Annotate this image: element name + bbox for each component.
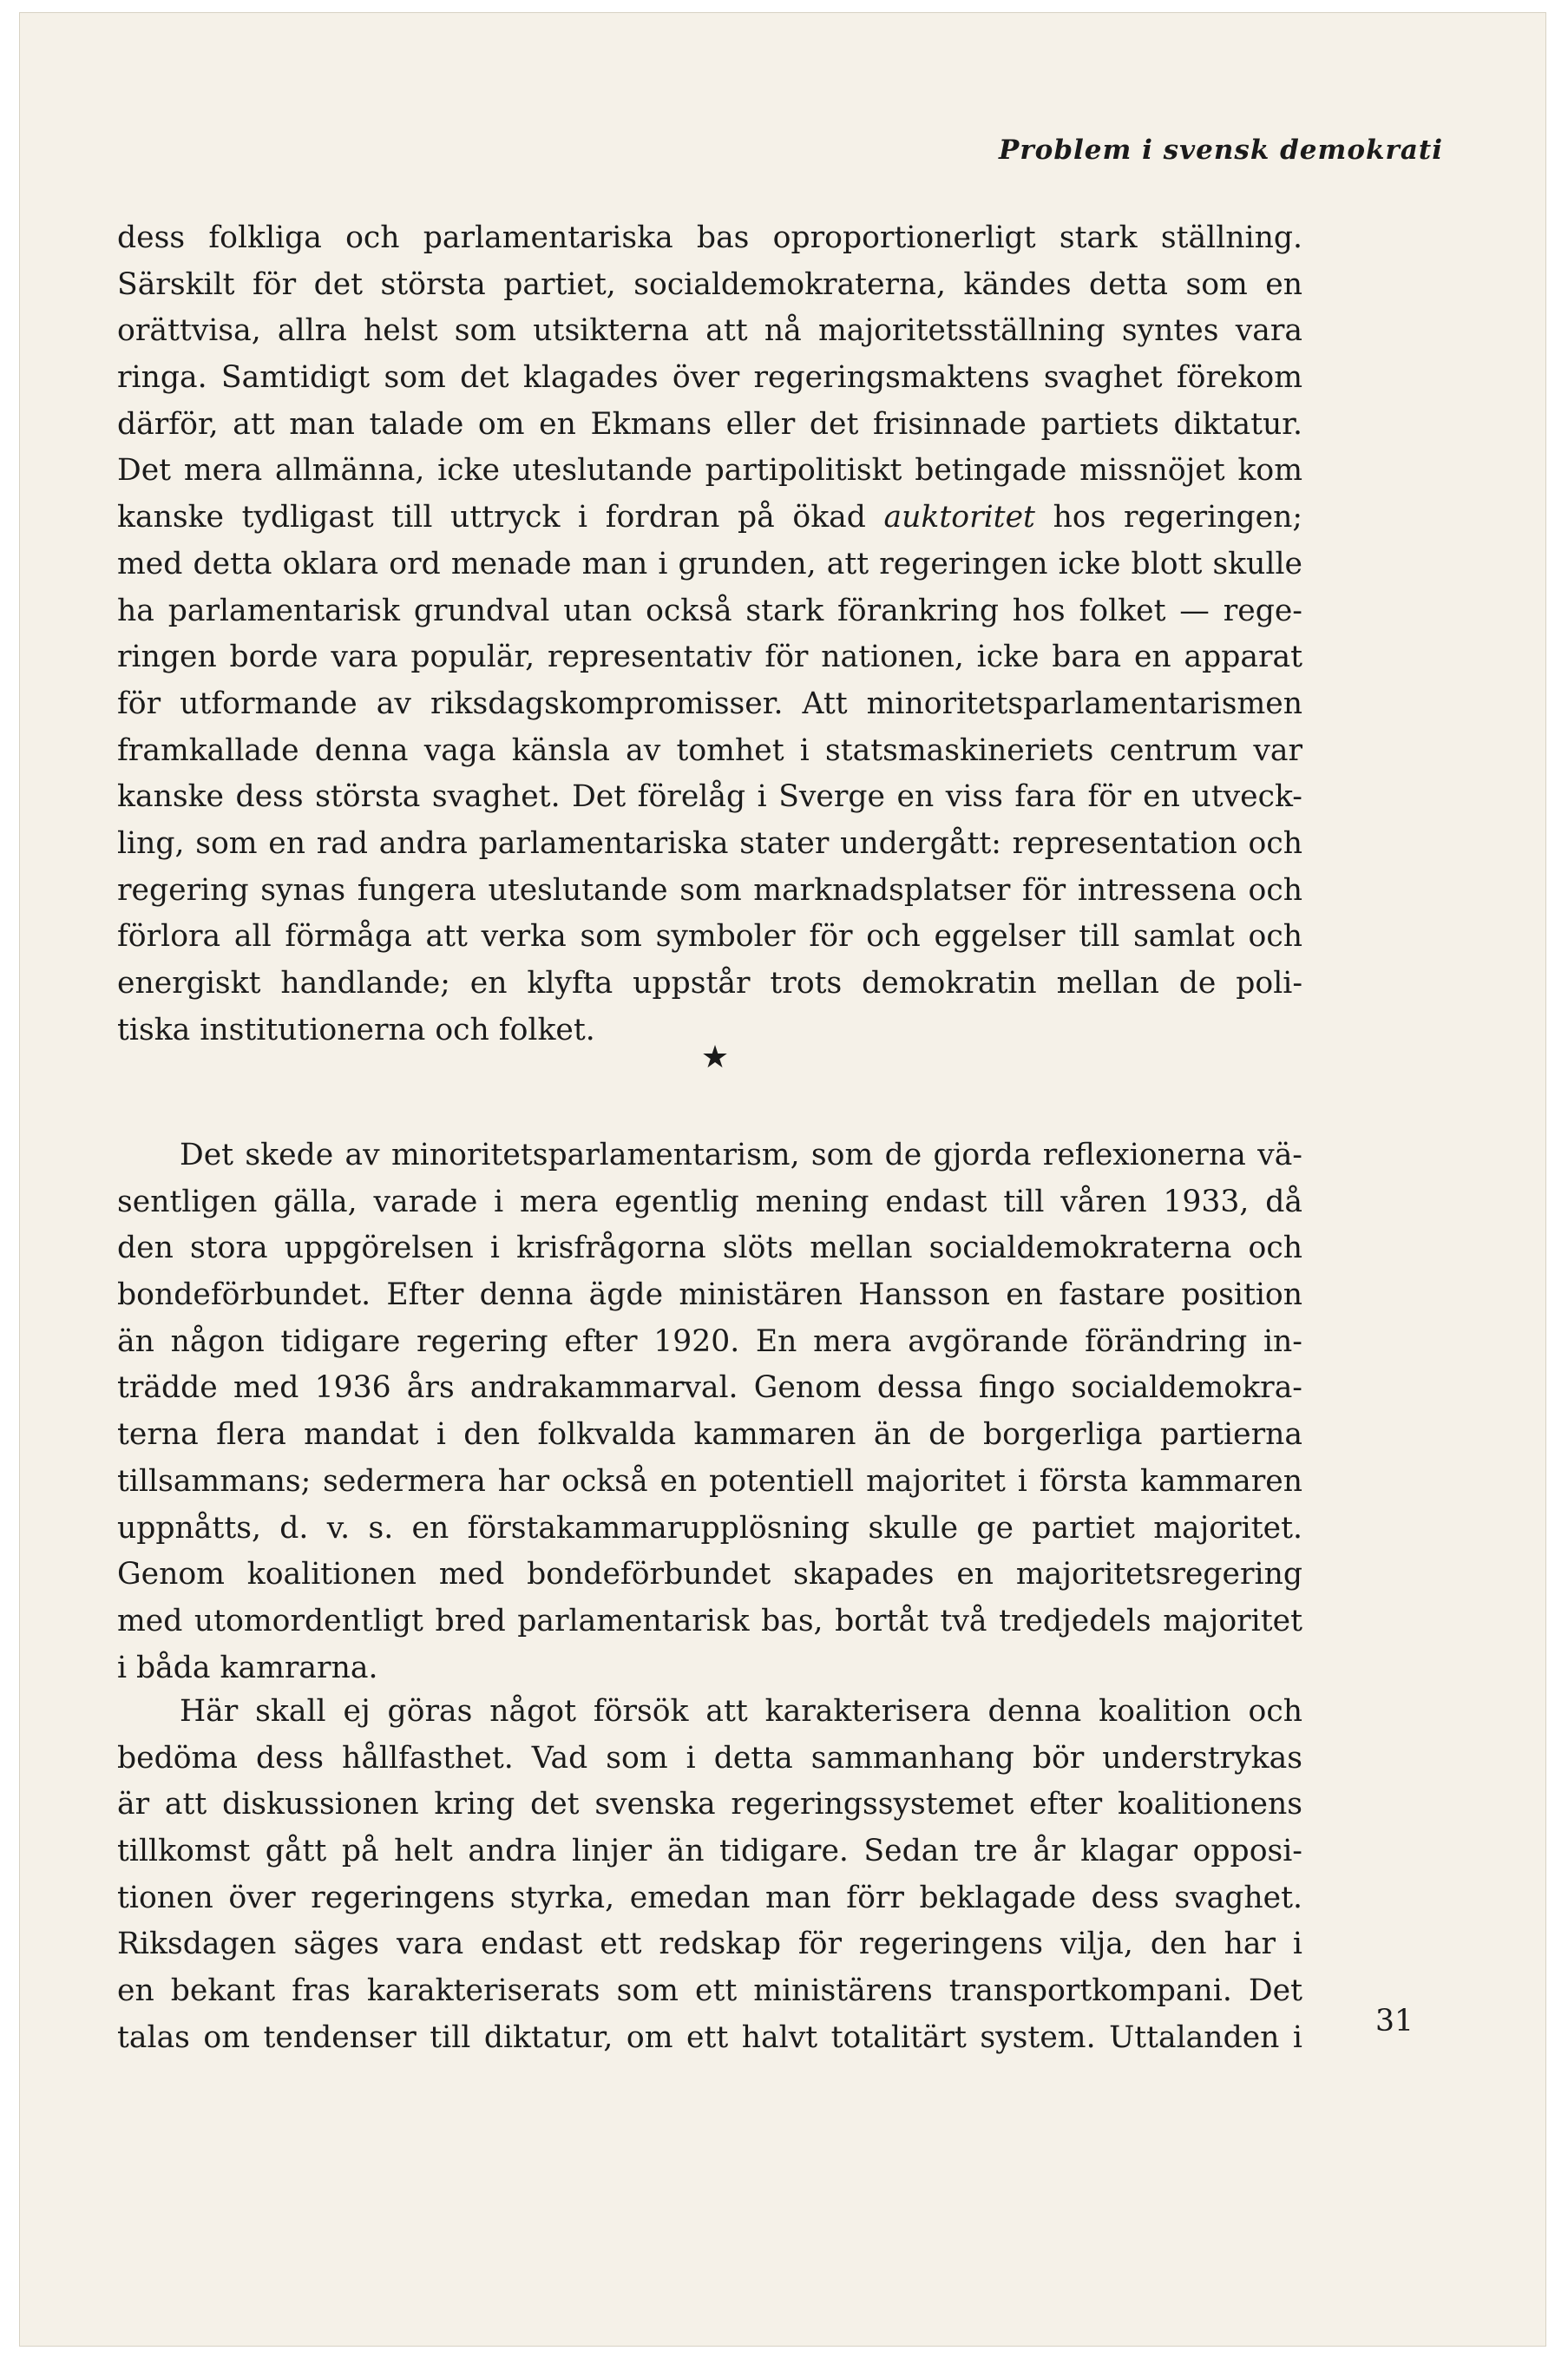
text-line: sentligen gälla, varade i mera egentlig mening endast till våren 1933, då bbox=[117, 1184, 1302, 1219]
paragraph-1 bbox=[117, 215, 1302, 1054]
text-line: kanske dess största svaghet. Det förelåg i Sverge en viss fara för en utveck- bbox=[117, 779, 1302, 815]
text-line: med detta oklara ord menade man i grunden, att regeringen icke blott skulle bbox=[117, 546, 1302, 581]
emphasis-word: auktoritet bbox=[883, 500, 1035, 535]
text-line: bedöma dess hållfasthet. Vad som i detta sammanhang bör understrykas bbox=[117, 1740, 1302, 1776]
text-line: talas om tendenser till diktatur, om ett halvt totalitärt system. Uttalanden i bbox=[117, 2019, 1302, 2055]
text-line: bondeförbundet. Efter denna ägde ministären Hansson en fastare position bbox=[117, 1277, 1302, 1313]
paragraph-3 bbox=[117, 1689, 1302, 2062]
text-line: Det skede av minoritetsparlamentarism, som de gjorda reflexionerna vä- bbox=[180, 1138, 1302, 1172]
text-line: regering synas fungera uteslutande som marknadsplatser för intressena och bbox=[117, 872, 1302, 908]
text-line: uppnåtts, d. v. s. en förstakammarupplösning skulle ge partiet majoritet. bbox=[117, 1510, 1302, 1546]
running-head: Problem i svensk demokrati bbox=[999, 135, 1443, 166]
text-line: tillkomst gått på helt andra linjer än tidigare. Sedan tre år klagar opposi- bbox=[117, 1834, 1302, 1869]
text-line: en bekant fras karakteriserats som ett ministärens transportkompani. Det bbox=[117, 1973, 1302, 2009]
text-line: framkallade denna vaga känsla av tomhet i statsmaskineriets centrum var bbox=[117, 732, 1302, 768]
text-line: tionen över regeringens styrka, emedan man förr beklagade dess svaghet. bbox=[117, 1880, 1302, 1915]
text-line: för utformande av riksdagskompromisser. Att minoritetsparlamentarismen bbox=[117, 686, 1302, 721]
star-icon: ★ bbox=[700, 1040, 730, 1075]
text-line-with-emphasis bbox=[117, 495, 1302, 542]
text-line: Riksdagen säges vara endast ett redskap för regeringens vilja, den har i bbox=[117, 1927, 1302, 1962]
text-line: ringa. Samtidigt som det klagades över regeringsmaktens svaghet förekom bbox=[117, 360, 1302, 396]
text-segment: hos regeringen; bbox=[1034, 500, 1302, 535]
text-line: Särskilt för det största partiet, socialdemokraterna, kändes detta som en bbox=[117, 266, 1302, 302]
text-line: Det mera allmänna, icke uteslutande partipolitiskt betingade missnöjet kom bbox=[117, 453, 1302, 489]
text-line: förlora all förmåga att verka som symboler för och eggelser till samlat och bbox=[117, 919, 1302, 955]
text-line: ha parlamentarisk grundval utan också stark förankring hos folket — rege- bbox=[117, 593, 1302, 628]
text-line: ling, som en rad andra parlamentariska stater undergått: representation och bbox=[117, 825, 1302, 861]
text-line: är att diskussionen kring det svenska regeringssystemet efter koalitionens bbox=[117, 1787, 1302, 1822]
text-line: trädde med 1936 års andrakammarval. Genom dessa fingo socialdemokra- bbox=[117, 1370, 1302, 1406]
text-line: tillsammans; sedermera har också en potentiell majoritet i första kammaren bbox=[117, 1463, 1302, 1499]
book-page bbox=[19, 12, 1546, 2347]
text-line: Här skall ej göras något försök att karakterisera denna koalition och bbox=[180, 1694, 1302, 1729]
text-line: den stora uppgörelsen i krisfrågorna slöts mellan socialdemokraterna och bbox=[117, 1231, 1302, 1266]
text-line: dess folkliga och parlamentariska bas oproportionerligt stark ställning. bbox=[117, 220, 1302, 255]
paragraph-2 bbox=[117, 1133, 1302, 1691]
text-line: Genom koalitionen med bondeförbundet skapades en majoritetsregering bbox=[117, 1557, 1302, 1592]
text-line: energiskt handlande; en klyfta uppstår trots demokratin mellan de poli- bbox=[117, 966, 1302, 1001]
text-line: i båda kamrarna. bbox=[117, 1650, 378, 1685]
text-line: än någon tidigare regering efter 1920. En mera avgörande förändring in- bbox=[117, 1323, 1302, 1359]
text-line: terna flera mandat i den folkvalda kammaren än de borgerliga partierna bbox=[117, 1417, 1302, 1453]
text-line: ringen borde vara populär, representativ för nationen, icke bara en apparat bbox=[117, 640, 1302, 675]
text-line: därför, att man talade om en Ekmans eller det frisinnade partiets diktatur. bbox=[117, 406, 1302, 442]
text-line: tiska institutionerna och folket. bbox=[117, 1012, 595, 1047]
text-segment: kanske tydligast till uttryck i fordran på ökad bbox=[117, 500, 884, 535]
text-line: orättvisa, allra helst som utsikterna att nå majoritetsställning syntes vara bbox=[117, 313, 1302, 349]
text-line: med utomordentligt bred parlamentarisk bas, bortåt två tredjedels majoritet bbox=[117, 1603, 1302, 1638]
page-number: 31 bbox=[1375, 2004, 1414, 2039]
